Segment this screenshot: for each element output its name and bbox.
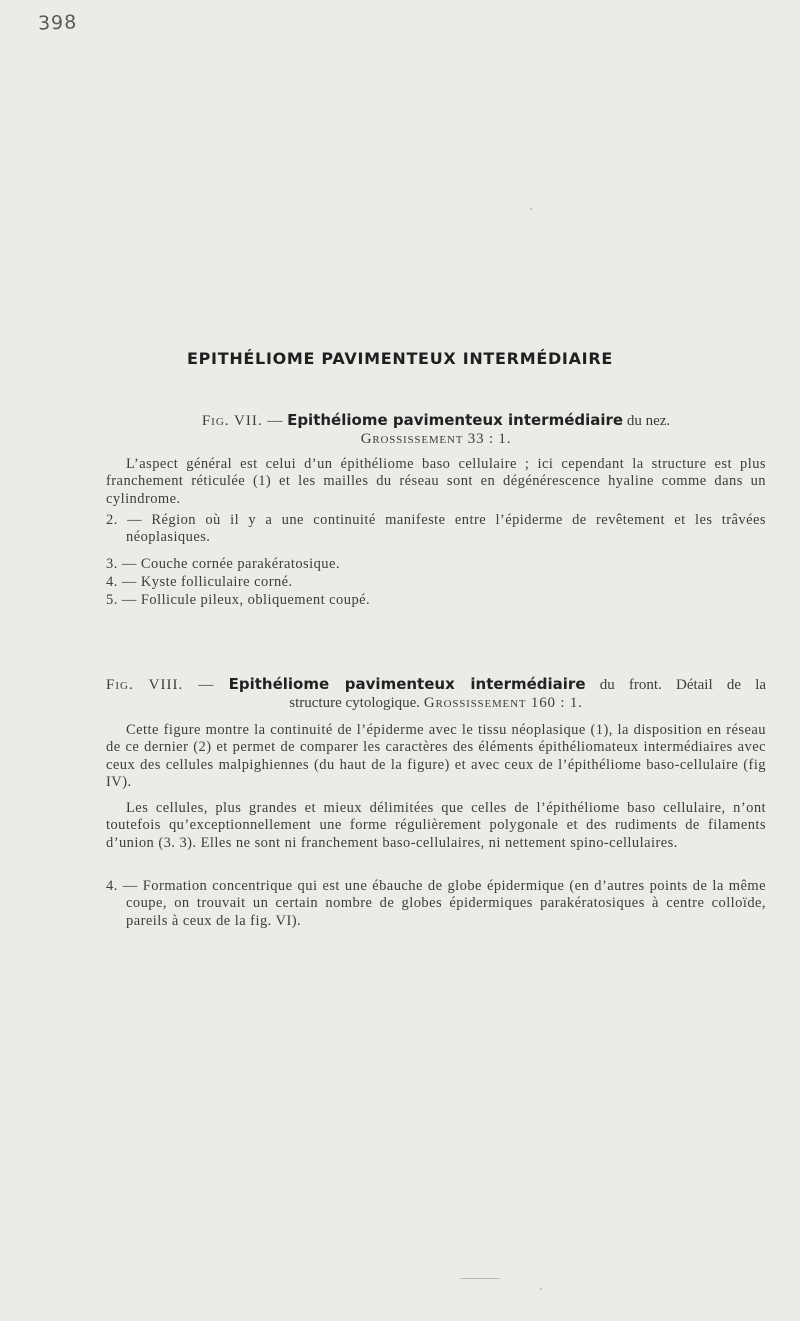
fig8-subtitle: structure cytologique. — [289, 695, 421, 711]
fig8-number: Fig. VIII. — — [106, 677, 215, 693]
fig8-magnification: Grossissement 160 : 1. — [423, 695, 583, 711]
paper-speck — [540, 1288, 542, 1290]
fig7-magnification: Grossissement 33 : 1. — [360, 431, 512, 447]
fig7-number: Fig. VII. — — [201, 413, 284, 429]
fig8-location: du front. Détail de la — [599, 677, 767, 693]
fig7-bold-title: Epithéliome pavimenteux intermédiaire — [287, 411, 624, 429]
fig7-item-3: 3. — Couche cornée parakératosique. — [106, 556, 340, 572]
fig7-paragraph: L’aspect général est celui d’un épithéliome baso cellulaire ; ici cependant la structure est plus franchement réticulée (1) et les mailles du réseau sont en dégénérescence hyaline comme dans un cylindrome. — [106, 456, 766, 507]
fig7-caption-heading — [106, 411, 766, 448]
page-title: EPITHÉLIOME PAVIMENTEUX INTERMÉDIAIRE — [187, 349, 613, 368]
fig8-caption-heading — [106, 675, 766, 712]
fig7-item-5: 5. — Follicule pileux, obliquement coupé. — [106, 592, 371, 608]
fig8-paragraph-1: Cette figure montre la continuité de l’épiderme avec le tissu néoplasique (1), la disposition en réseau de ce dernier (2) et permet de comparer les caractères des éléments épithéliomateux intermédiaires avec ceux des cellules malpighiennes (du haut de la figure) et avec ceux de l’épithéliome baso-cellulaire (fig IV). — [106, 722, 766, 791]
fig7-item-2: 2. — Région où il y a une continuité manifeste entre l’épiderme de revêtement et les trâvées néoplasiques. — [106, 512, 766, 546]
paper-speck — [460, 1278, 500, 1279]
handwritten-page-number: 398 — [37, 11, 78, 35]
paper-speck — [530, 208, 532, 210]
fig7-item-4: 4. — Kyste folliculaire corné. — [106, 574, 293, 590]
fig8-item-4: 4. — Formation concentrique qui est une ébauche de globe épidermique (en d’autres points de la même coupe, on trouvait un certain nombre de globes épidermiques parakératosiques à centre colloïde, pareils à ceux de la fig. VI). — [106, 878, 766, 929]
fig8-bold-title: Epithéliome pavimenteux intermédiaire — [228, 675, 586, 693]
fig8-paragraph-2: Les cellules, plus grandes et mieux délimitées que celles de l’épithéliome baso cellulaire, n’ont toutefois qu’exceptionnellement une forme régulièrement polygonale et des rudiments de filaments d’union (3. 3). Elles ne sont ni franchement baso-cellulaires, ni nettement spino-cellulaires. — [106, 800, 766, 851]
fig7-location: du nez. — [626, 413, 671, 429]
